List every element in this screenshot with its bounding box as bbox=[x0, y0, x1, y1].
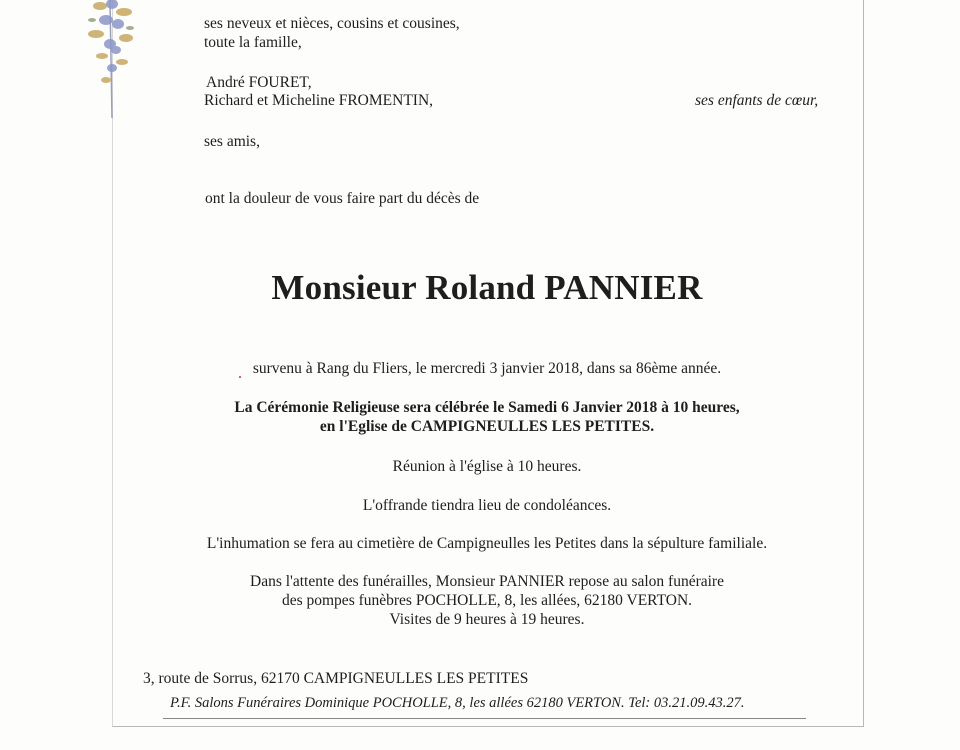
family-line-friends: ses amis, bbox=[204, 133, 260, 150]
funeral-director-footer: P.F. Salons Funéraires Dominique POCHOLLE, 8, les allées 62180 VERTON. Tel: 03.21.09.43.27. bbox=[170, 695, 745, 711]
reunion-text: Réunion à l'église à 10 heures. bbox=[392, 458, 582, 475]
funeral-home-line-2: des pompes funèbres POCHOLLE, 8, les allées, 62180 VERTON. bbox=[281, 592, 693, 609]
deceased-name: Monsieur Roland PANNIER bbox=[271, 268, 703, 307]
family-line-nephews: ses neveux et nièces, cousins et cousines, bbox=[204, 15, 460, 32]
family-line-whole-family: toute la famille, bbox=[204, 34, 302, 51]
family-line-andre: André FOURET, bbox=[206, 74, 312, 91]
family-relation-enfants-de-coeur: ses enfants de cœur, bbox=[695, 92, 819, 109]
announcement-text: ont la douleur de vous faire part du décès de bbox=[205, 190, 480, 207]
lavender-flower-illustration bbox=[72, 0, 152, 120]
death-info: survenu à Rang du Fliers, le mercredi 3 janvier 2018, dans sa 86ème année. bbox=[252, 360, 722, 377]
burial-text: L'inhumation se fera au cimetière de Campigneulles les Petites dans la sépulture familiale. bbox=[206, 535, 768, 552]
offering-text: L'offrande tiendra lieu de condoléances. bbox=[362, 497, 612, 514]
ceremony-line-2: en l'Eglise de CAMPIGNEULLES LES PETITES. bbox=[319, 418, 655, 435]
family-line-fromentin: Richard et Micheline FROMENTIN, bbox=[204, 92, 434, 109]
footer-rule bbox=[163, 718, 806, 719]
ceremony-line-1: La Cérémonie Religieuse sera célébrée le Samedi 6 Janvier 2018 à 10 heures, bbox=[234, 399, 740, 416]
family-address: 3, route de Sorrus, 62170 CAMPIGNEULLES LES PETITES bbox=[143, 670, 529, 687]
visiting-hours: Visites de 9 heures à 19 heures. bbox=[389, 611, 585, 628]
funeral-home-line-1: Dans l'attente des funérailles, Monsieur PANNIER repose au salon funéraire bbox=[250, 573, 724, 590]
